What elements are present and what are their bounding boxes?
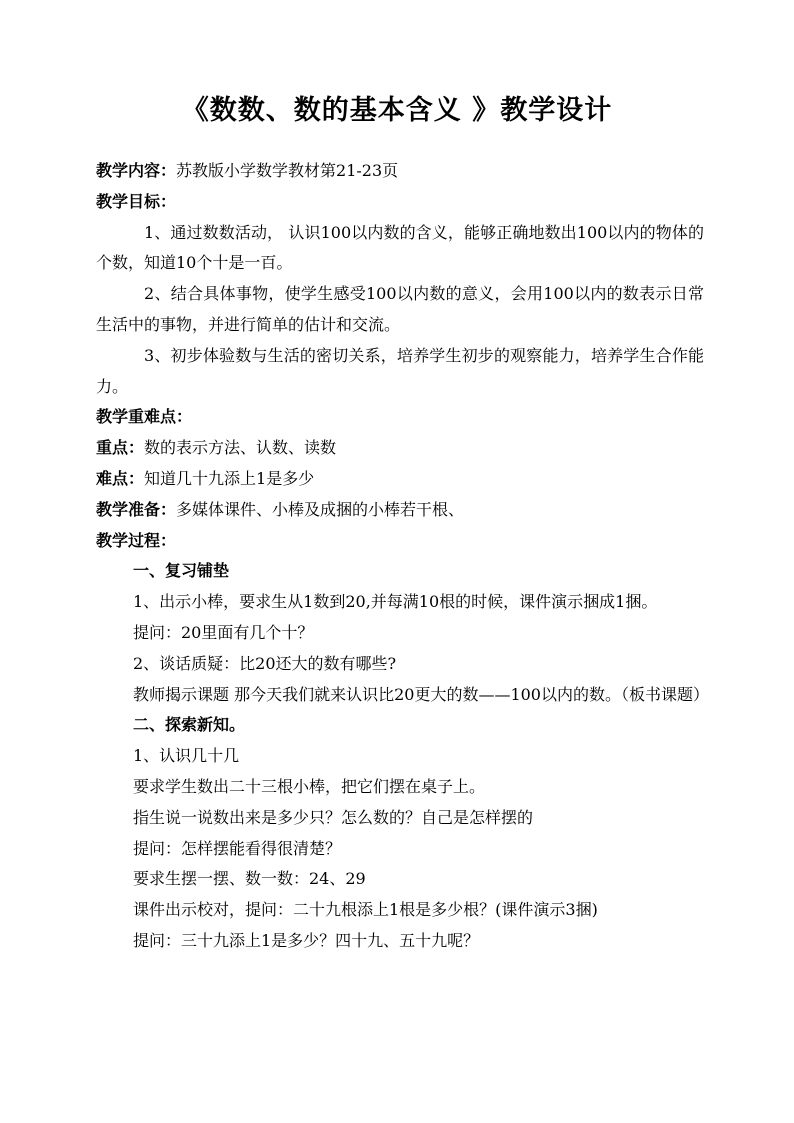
key-point-text: 数的表示方法、认数、读数 bbox=[144, 438, 337, 458]
teaching-content-text: 苏教版小学数学教材第21-23页 bbox=[176, 161, 399, 180]
section-2-title: 二、探索新知。 bbox=[133, 715, 246, 735]
section-2-line-5: 要求生摆一摆、数一数：24、29 bbox=[133, 869, 366, 889]
goal-item-3: 3、初步体验数与生活的密切关系，培养学生初步的观察能力，培养学生合作能力。 bbox=[96, 345, 704, 396]
teaching-content bbox=[96, 156, 704, 187]
teaching-content-label: 教学内容： bbox=[96, 161, 177, 180]
key-point bbox=[96, 433, 704, 464]
teaching-prep-text: 多媒体课件、小棒及成捆的小棒若干根、 bbox=[176, 499, 465, 519]
section-1-line-2: 提问：20里面有几个十？ bbox=[133, 622, 314, 642]
section-1-title: 一、复习铺垫 bbox=[133, 561, 230, 581]
key-point-label: 重点： bbox=[96, 438, 145, 458]
document-body bbox=[96, 156, 709, 957]
hard-point-text: 知道几十九添上1是多少 bbox=[144, 468, 315, 488]
teaching-prep bbox=[96, 495, 704, 526]
teaching-process-label: 教学过程： bbox=[96, 530, 177, 550]
section-1-line-4: 教师揭示课题 那今天我们就来认识比20更大的数——100以内的数。（板书课题） bbox=[133, 684, 709, 704]
page-title: 《数数、数的基本含义 》教学设计 bbox=[181, 95, 613, 126]
section-2-line-4: 提问：怎样摆能看得很清楚？ bbox=[133, 838, 342, 858]
goal-item-2: 2、结合具体事物，使学生感受100以内数的意义，会用100以内的数表示日常生活中的事物，并进行简单的估计和交流。 bbox=[96, 284, 704, 334]
section-2-line-2: 要求学生数出二十三根小棒，把它们摆在桌子上。 bbox=[133, 776, 486, 796]
section-2-line-7: 提问：三十九添上1是多少？四十九、五十九呢？ bbox=[133, 930, 480, 950]
section-1-line-1: 1、出示小棒，要求生从1数到20,并每满10根的时候，课件演示捆成1捆。 bbox=[133, 592, 658, 612]
hard-point-label: 难点： bbox=[96, 468, 145, 488]
section-1-line-3: 2、谈话质疑：比20还大的数有哪些? bbox=[133, 653, 397, 673]
section-2-line-1: 1、认识几十几 bbox=[133, 746, 240, 766]
section-2-line-3: 指生说一说数出来是多少只？怎么数的？自己是怎样摆的 bbox=[133, 807, 534, 827]
hard-point bbox=[96, 464, 704, 495]
teaching-prep-label: 教学准备： bbox=[96, 499, 177, 519]
key-difficulty-label: 教学重难点： bbox=[96, 407, 193, 427]
teaching-goals-label: 教学目标： bbox=[96, 191, 177, 211]
goal-item-1: 1、通过数数活动， 认识100以内数的含义，能够正确地数出100以内的物体的个数，知道10个十是一百。 bbox=[96, 222, 704, 273]
section-2-line-6: 课件出示校对，提问：二十九根添上1根是多少根？(课件演示3捆) bbox=[133, 900, 598, 920]
